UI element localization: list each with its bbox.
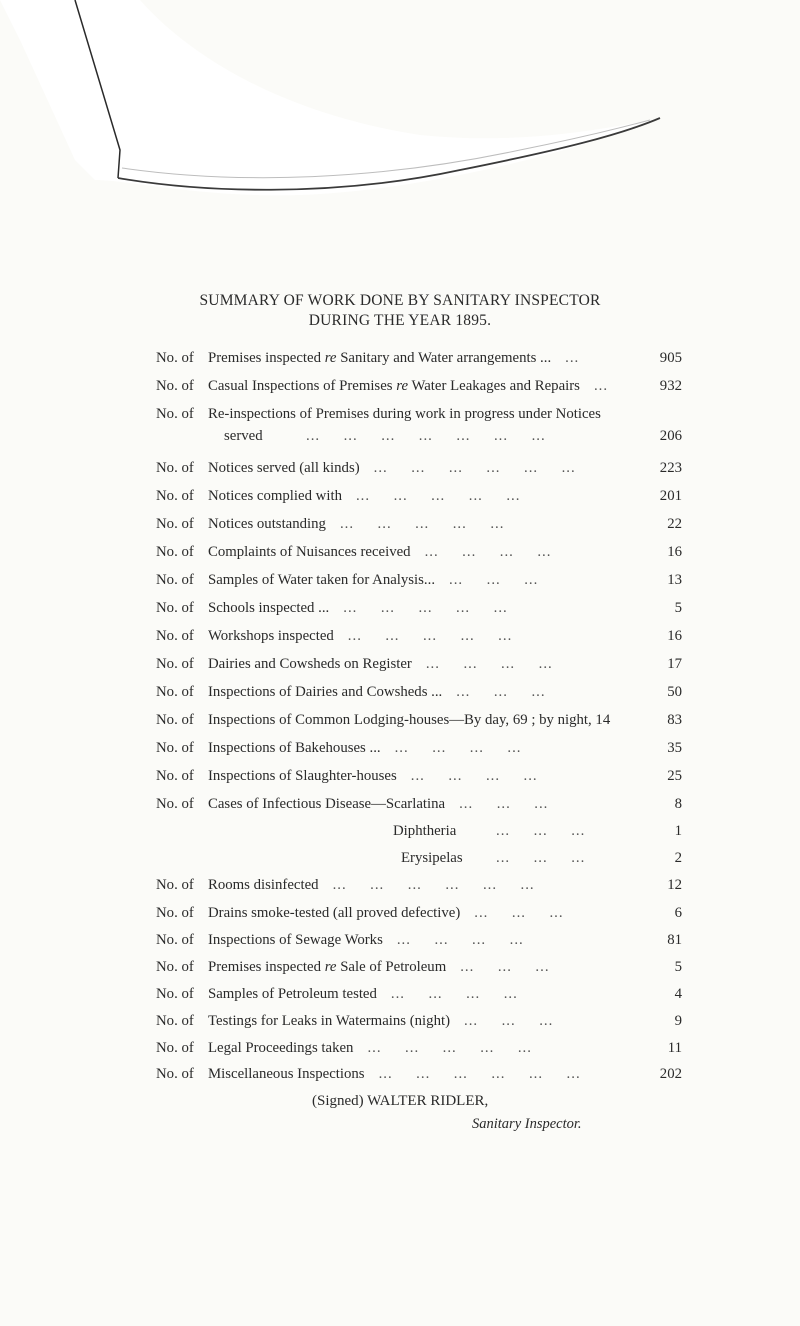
item-label — [208, 709, 610, 731]
row-prefix: No. of — [156, 768, 194, 784]
row-prefix: No. of — [156, 1040, 194, 1056]
row-prefix: No. of — [156, 628, 194, 644]
leader-dots: ... ... ... — [464, 1013, 554, 1029]
row-prefix: No. of — [156, 684, 194, 700]
summary-row — [156, 597, 682, 619]
row-value: 11 — [667, 1040, 682, 1056]
leader-dots: ... ... ... — [496, 850, 586, 866]
summary-row — [156, 513, 682, 535]
summary-row — [156, 681, 682, 703]
item-label-text: Premises inspected — [208, 350, 325, 366]
item-label-text: Schools inspected ... — [208, 600, 330, 616]
row-value: 201 — [659, 488, 682, 504]
summary-row — [156, 541, 682, 563]
summary-row — [156, 653, 682, 675]
item-label: Testings for Leaks in Watermains (night) — [208, 1013, 451, 1029]
summary-row — [156, 874, 682, 896]
item-label-text: Inspections of Slaughter-houses — [208, 768, 397, 784]
row-prefix: No. of — [156, 544, 194, 560]
leader-dots: ... ... ... ... ... — [347, 628, 513, 644]
item-label: Drains smoke-tested (all proved defective) — [208, 905, 461, 921]
row-value: 81 — [667, 932, 682, 948]
row-prefix: No. of — [156, 460, 194, 476]
row-prefix: No. of — [156, 516, 194, 532]
page-curl-shadow — [0, 0, 700, 200]
leader-dots: ... ... ... ... — [390, 986, 518, 1002]
row-value: 6 — [674, 905, 682, 921]
signature-title: Sanitary Inspector. — [472, 1116, 582, 1132]
item-label-text: Casual Inspections of Premises — [208, 378, 397, 394]
row-value: 1 — [674, 823, 682, 839]
row-value: 12 — [667, 877, 682, 893]
item-label — [208, 681, 442, 703]
leader-dots: ... ... ... ... ... ... — [373, 460, 576, 476]
summary-row — [156, 793, 682, 815]
summary-row-continuation — [156, 425, 682, 447]
leader-dots: ... ... ... ... ... — [367, 1040, 532, 1056]
row-value: 50 — [667, 684, 682, 700]
item-label-italic: re — [396, 378, 409, 394]
row-value: 22 — [667, 516, 682, 532]
row-prefix: No. of — [156, 905, 194, 921]
row-value: 905 — [659, 350, 682, 366]
item-label — [208, 513, 326, 535]
summary-row — [156, 347, 682, 369]
leader-dots: ... ... ... ... ... ... — [332, 877, 535, 893]
row-value: 4 — [674, 986, 682, 1002]
leader-dots: ... ... ... ... ... — [343, 600, 508, 616]
item-label-text: Inspections of Bakehouses ... — [208, 740, 381, 756]
item-label-text: Re-inspections of Premises during work in progress under Notices — [208, 406, 601, 422]
item-label: Samples of Petroleum tested — [208, 986, 377, 1002]
row-value: 2 — [674, 850, 682, 866]
item-label: Miscellaneous Inspections — [208, 1066, 365, 1082]
item-label-text: Inspections of Common Lodging-houses—By day, 69 ; by night, 14 — [208, 712, 611, 728]
row-value: 17 — [667, 656, 682, 672]
item-label — [208, 956, 446, 978]
leader-dots: ... ... ... — [456, 684, 546, 700]
leader-dots: ... — [565, 350, 580, 366]
item-label-text: Samples of Water taken for Analysis... — [208, 572, 436, 588]
disease-label: Diphtheria — [393, 823, 457, 839]
leader-dots: ... ... ... ... ... ... — [378, 1066, 581, 1082]
leader-dots: ... ... ... ... ... ... ... — [306, 428, 546, 444]
leader-dots: ... — [593, 378, 609, 394]
row-value: 202 — [659, 1066, 682, 1082]
item-label-text: Sale of Petroleum — [336, 959, 447, 975]
leader-dots: ... ... ... ... ... — [339, 516, 505, 532]
row-prefix: No. of — [156, 600, 194, 616]
row-prefix: No. of — [156, 986, 194, 1002]
summary-row — [156, 956, 682, 978]
item-label-italic: re — [324, 350, 337, 366]
summary-row — [156, 485, 682, 507]
item-label-italic: re — [324, 959, 337, 975]
row-value: 223 — [659, 460, 682, 476]
item-label — [208, 625, 334, 647]
summary-row — [156, 1010, 682, 1032]
summary-row — [156, 929, 682, 951]
item-label-text: Complaints of Nuisances received — [208, 544, 411, 560]
row-prefix: No. of — [156, 959, 194, 975]
item-label: Legal Proceedings taken — [208, 1040, 354, 1056]
summary-row — [156, 709, 682, 731]
item-label — [208, 485, 342, 507]
summary-row — [156, 457, 682, 479]
title-line-2: DURING THE YEAR 1895. — [308, 312, 492, 329]
item-label — [208, 541, 411, 563]
row-value: 13 — [667, 572, 682, 588]
row-prefix: No. of — [156, 932, 194, 948]
leader-dots: ... ... ... ... — [394, 740, 522, 756]
row-value: 16 — [667, 628, 682, 644]
leader-dots: ... ... ... — [459, 796, 549, 812]
row-value: 206 — [659, 428, 682, 444]
item-label-text: Inspections of Dairies and Cowsheds ... — [208, 684, 443, 700]
item-label — [208, 597, 329, 619]
row-value: 83 — [667, 712, 682, 728]
summary-row — [156, 1037, 682, 1059]
row-value: 5 — [674, 959, 682, 975]
row-value: 932 — [659, 378, 682, 394]
row-value: 35 — [667, 740, 682, 756]
item-label — [208, 737, 381, 759]
summary-row — [156, 625, 682, 647]
item-label-text: Notices outstanding — [208, 516, 326, 532]
item-label — [208, 457, 360, 479]
summary-row — [156, 765, 682, 787]
row-prefix: No. of — [156, 796, 194, 812]
item-label — [208, 765, 397, 787]
title-line-1: SUMMARY OF WORK DONE BY SANITARY INSPECTOR — [199, 292, 601, 309]
signature-line: (Signed) WALTER RIDLER, — [312, 1093, 489, 1109]
row-value: 16 — [667, 544, 682, 560]
row-value: 9 — [674, 1013, 682, 1029]
row-prefix: No. of — [156, 656, 194, 672]
summary-row — [156, 1063, 682, 1085]
item-label-text: Sanitary and Water arrangements ... — [336, 350, 552, 366]
summary-row — [156, 902, 682, 924]
item-label-text: Water Leakages and Repairs — [408, 378, 580, 394]
row-prefix: No. of — [156, 1013, 194, 1029]
row-value: 5 — [674, 600, 682, 616]
item-label-text: Dairies and Cowsheds on Register — [208, 656, 412, 672]
leader-dots: ... ... ... — [496, 823, 586, 839]
leader-dots: ... ... ... ... ... — [355, 488, 521, 504]
summary-row — [156, 403, 682, 425]
leader-dots: ... ... ... — [474, 905, 564, 921]
leader-dots: ... ... ... — [460, 959, 550, 975]
disease-subrow — [156, 820, 682, 842]
row-prefix: No. of — [156, 378, 194, 394]
leader-dots: ... ... ... — [449, 572, 539, 588]
row-prefix: No. of — [156, 406, 194, 422]
item-label-text: Cases of Infectious Disease—Scarlatina — [208, 796, 446, 812]
item-label: served — [224, 428, 263, 444]
item-label-text: Premises inspected — [208, 959, 325, 975]
disease-subrow — [156, 847, 682, 869]
item-label — [208, 403, 601, 425]
summary-row — [156, 737, 682, 759]
row-value: 25 — [667, 768, 682, 784]
summary-row — [156, 569, 682, 591]
row-prefix: No. of — [156, 488, 194, 504]
row-prefix: No. of — [156, 712, 194, 728]
item-label: Rooms disinfected — [208, 877, 319, 893]
leader-dots: ... ... ... ... — [396, 932, 524, 948]
item-label — [208, 347, 551, 369]
row-prefix: No. of — [156, 350, 194, 366]
row-prefix: No. of — [156, 572, 194, 588]
item-label: Inspections of Sewage Works — [208, 932, 383, 948]
row-prefix: No. of — [156, 1066, 194, 1082]
item-label — [208, 653, 412, 675]
item-label — [208, 793, 445, 815]
row-value: 8 — [674, 796, 682, 812]
item-label-text: Notices served (all kinds) — [208, 460, 360, 476]
item-label-text: Workshops inspected — [208, 628, 334, 644]
disease-label: Erysipelas — [401, 850, 463, 866]
summary-row — [156, 983, 682, 1005]
leader-dots: ... ... ... ... — [410, 768, 538, 784]
document-title — [0, 291, 800, 331]
leader-dots: ... ... ... ... — [425, 656, 553, 672]
row-prefix: No. of — [156, 877, 194, 893]
item-label — [208, 375, 580, 397]
leader-dots: ... ... ... ... — [424, 544, 552, 560]
item-label — [208, 569, 435, 591]
item-label-text: Notices complied with — [208, 488, 342, 504]
row-prefix: No. of — [156, 740, 194, 756]
summary-row — [156, 375, 682, 397]
